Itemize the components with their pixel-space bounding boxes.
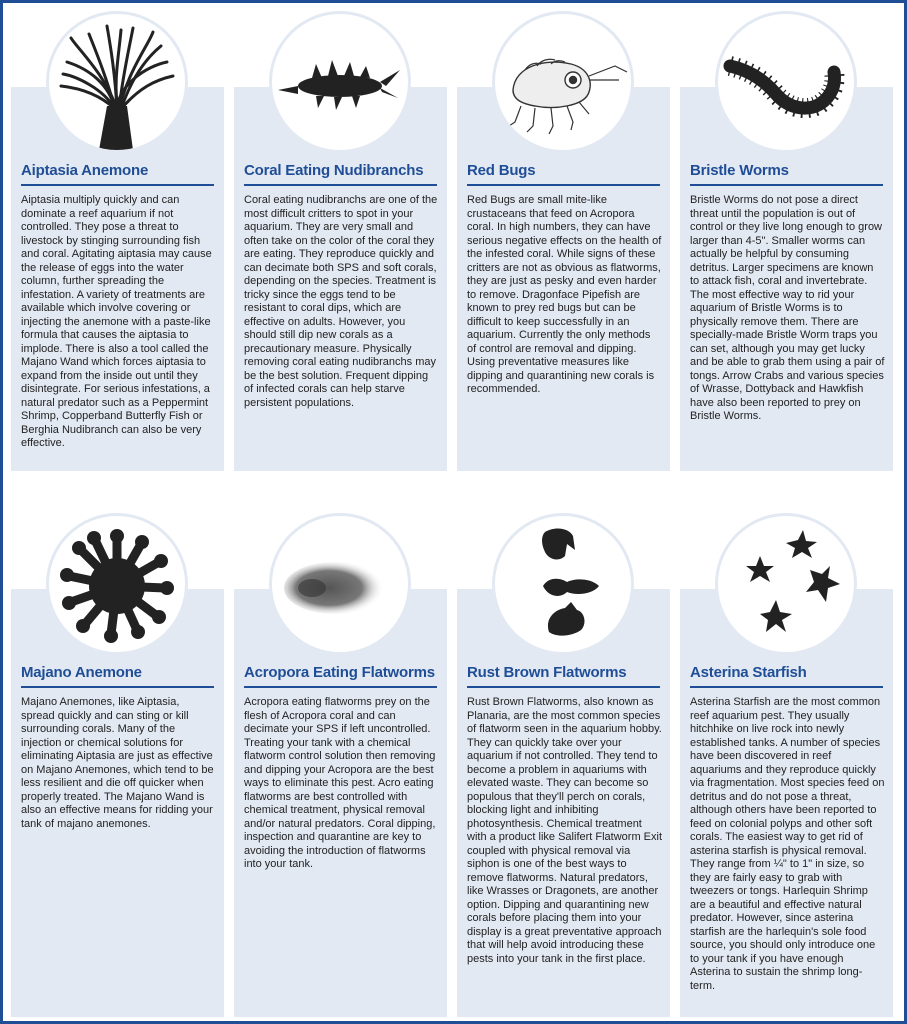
majano-anemone-icon <box>46 513 188 655</box>
pest-card-aiptasia <box>11 87 224 471</box>
nudibranch-icon <box>269 11 411 153</box>
pest-description: Bristle Worms do not pose a direct threat until the population is out of control or they live long enough to grow larger than 4-5". Smaller worms can actually be helpful by consuming detritus. Larger specimens are known to attack fish, coral and invertebrate. The most effective way to rid your aquarium of Bristle Worms is to physically remove them. There are specially-made Bristle Worm traps you can set, although you may get lucky and be able to grab them using a pair of tongs. Arrow Crabs and various species of Wrasse, Dottyback and Hawkfish have also been reported to prey on Bristle Worms. <box>690 194 885 422</box>
pest-title: Rust Brown Flatworms <box>467 664 660 688</box>
pest-title: Acropora Eating Flatworms <box>244 664 437 688</box>
pest-description: Acropora eating flatworms prey on the flesh of Acropora coral and can decimate your SPS if left uncontrolled. Treating your tank with a chemical flatworm control solution then removing and dipping your Acropora are the best ways to eliminate this pest. Acro eating flatworms are best controlled with chemical treatment, physical removal and/or natural predators. Coral dipping, inspection and quarantine are key to avoiding the introduction of flatworms into your tank. <box>244 696 436 870</box>
acropora-flatworm-icon <box>269 513 411 655</box>
pest-description: Asterina Starfish are the most common reef aquarium pest. They usually hitchhike on live rock into newly established tanks. A number of species have been discovered in reef aquariums and they reproduce quickly via fragmentation. Most species feed on detritus and do not pose a threat, although others have been reported to feed on colonial polyps and other soft corals. The easiest way to get rid of asterina starfish is physical removal. They range from ¼" to 1" in size, so they are fairly easy to grab with tweezers or tongs. Harlequin Shrimp are a beautiful and effective natural predator. However, since asterina starfish are the harlequin's sole food source, you should only introduce one to your tank if you have enough Asterina to sustain the shrimp long-term. <box>690 696 885 992</box>
pest-description: Majano Anemones, like Aiptasia, spread quickly and can sting or kill surrounding corals. Many of the injection or chemical solutions for eliminating Aiptasia are just as effective on Majano Anemones, which tend to be less resilient and die off quicker when properly treated. The Majano Wand is also an effective means for ridding your tank of majano anemones. <box>21 696 214 830</box>
pest-card-bristle-worms <box>680 87 893 471</box>
pest-description: Aiptasia multiply quickly and can dominate a reef aquarium if not controlled. They pose a threat to livestock by stinging surrounding fish and coral. Agitating aiptasia may cause the release of eggs into the water column, further spreading the infestation. A variety of treatments are available which involve covering or injecting the anemone with a paste-like formula that causes the aiptasia to implode. There is also a tool called the Majano Wand which forces aiptasia to expand from the inside out until they disintegrate. For serious infestations, a natural predator such as a Peppermint Shrimp, Copperband Butterfly Fish or Berghia Nudibranch can also be very effective. <box>21 194 212 449</box>
pest-card-nudibranch <box>234 87 447 471</box>
pest-card-asterina <box>680 589 893 1017</box>
pest-title: Bristle Worms <box>690 162 883 186</box>
pest-title: Aiptasia Anemone <box>21 162 214 186</box>
pest-description: Coral eating nudibranchs are one of the most difficult critters to spot in your aquarium. They are very small and often take on the color of the coral they are eating. They reproduce quickly and can decimate both SPS and soft corals, depending on the species. Treatment is tricky since the eggs tend to be resistant to coral dips, which are effective on adults. However, you should still dip new corals as a precautionary measure. Physically removing coral eating nudibranchs may be the best solution. Frequent dipping of infected corals can help starve persistent populations. <box>244 194 438 409</box>
bristle-worm-icon <box>715 11 857 153</box>
pest-title: Red Bugs <box>467 162 660 186</box>
pest-description: Red Bugs are small mite-like crustaceans that feed on Acropora coral. In high numbers, they can have serious negative effects on the health of the infested coral. While signs of these critters are not as obvious as flatworms, they are just as pesky and even harder to remove. Dragonface Pipefish are known to prey red bugs but can be difficult to keep successfully in an aquarium. Currently the only methods of control are removal and dipping. Using preventative measures like dipping and quarantining new corals is recommended. <box>467 194 662 395</box>
aiptasia-anemone-icon <box>46 11 188 153</box>
red-bug-icon <box>492 11 634 153</box>
pest-title: Majano Anemone <box>21 664 214 688</box>
pest-card-majano <box>11 589 224 1017</box>
pest-title: Asterina Starfish <box>690 664 883 688</box>
pest-card-red-bugs <box>457 87 670 471</box>
rust-brown-flatworm-icon <box>492 513 634 655</box>
pest-card-acropora-flatworms <box>234 589 447 1017</box>
pest-title: Coral Eating Nudibranchs <box>244 162 437 186</box>
asterina-starfish-icon <box>715 513 857 655</box>
pest-description: Rust Brown Flatworms, also known as Planaria, are the most common species of flatworm seen in the aquarium hobby. They can quickly take over your aquarium if not controlled. They tend to become a problem in aquariums with elevated waste. They can become so populous that they'll perch on corals, blocking light and inhibiting photosynthesis. Chemical treatment with a product like Salifert Flatworm Exit coupled with physical removal via siphon is one of the best ways to remove flatworms. Natural predators, like Wrasses or Dragonets, are another option. Dipping and quarantining new corals before placing them into your display is a great preventative approach that will help avoid introducing these pests into your tank in the first place. <box>467 696 663 965</box>
pest-card-rust-brown-flatworms <box>457 589 670 1017</box>
